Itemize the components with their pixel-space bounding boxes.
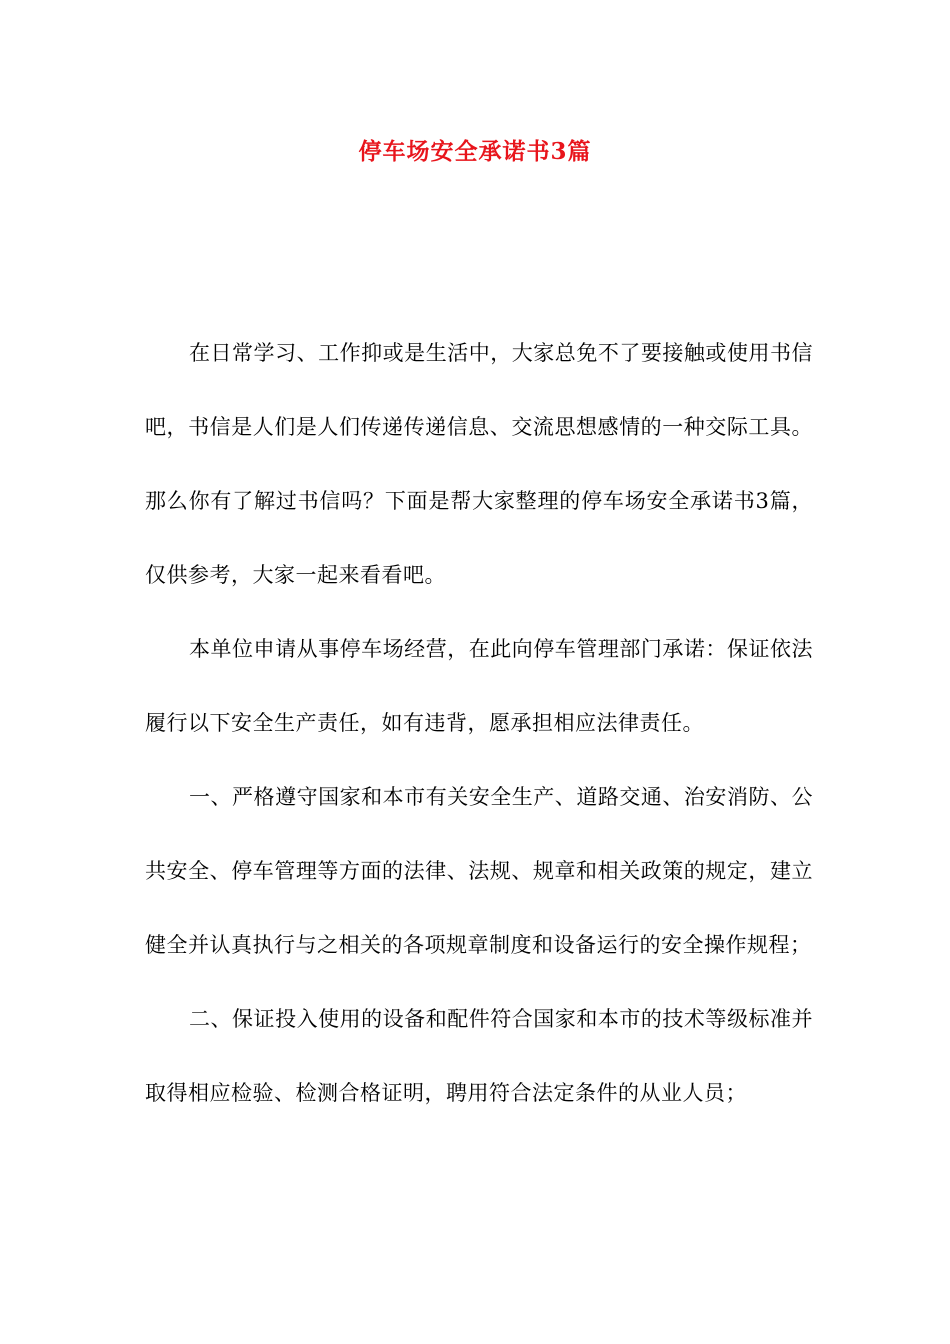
- paragraph-intro: 在日常学习、工作抑或是生活中，大家总免不了要接触或使用书信吧，书信是人们是人们传递传递信息、交流思想感情的一种交际工具。那么你有了解过书信吗？下面是帮大家整理的停车场安全承诺书3篇，仅供参考，大家一起来看看吧。: [145, 341, 813, 587]
- paragraph-pledge: 本单位申请从事停车场经营，在此向停车管理部门承诺：保证依法履行以下安全生产责任，如有违背，愿承担相应法律责任。: [145, 637, 813, 735]
- paragraph-item-1: 一、严格遵守国家和本市有关安全生产、道路交通、治安消防、公共安全、停车管理等方面的法律、法规、规章和相关政策的规定，建立健全并认真执行与之相关的各项规章制度和设备运行的安全操作规程；: [145, 785, 813, 957]
- document-title: 停车场安全承诺书3篇: [358, 138, 592, 165]
- document-body: [145, 316, 813, 1130]
- paragraph-item-2: 二、保证投入使用的设备和配件符合国家和本市的技术等级标准并取得相应检验、检测合格证明，聘用符合法定条件的从业人员；: [145, 1007, 813, 1105]
